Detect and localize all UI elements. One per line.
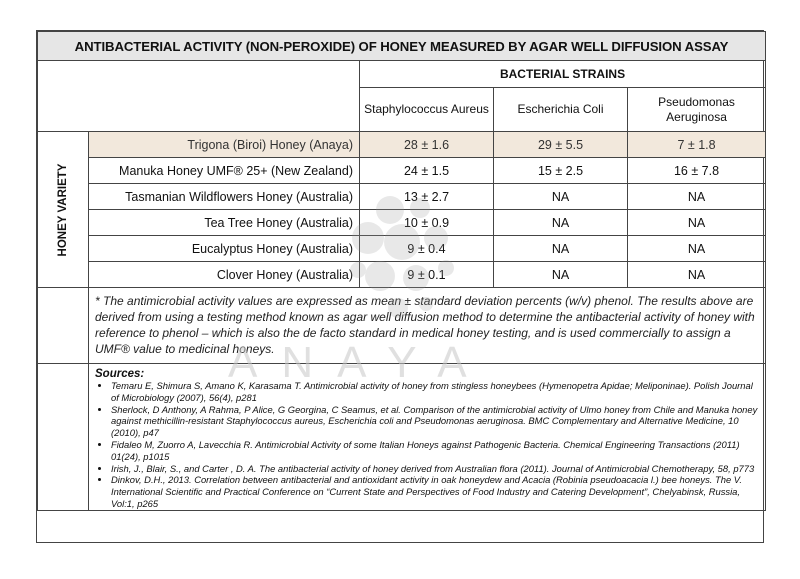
table-row [38, 158, 766, 184]
value-cell: NA [628, 262, 766, 288]
honey-name: Eucalyptus Honey (Australia) [89, 236, 360, 262]
value-cell: 13 ± 2.7 [360, 184, 494, 210]
source-item: • Irish, J., Blair, S., and Carter , D. A. The antibacterial activity of honey derived from Australian flora (2011). Journal of Antimicrobial Chemotherapy, 58, p773 [111, 463, 759, 475]
strain-header: Pseudomonas Aeruginosa [628, 88, 766, 132]
value-cell: 9 ± 0.1 [360, 262, 494, 288]
value-cell: NA [494, 184, 628, 210]
table-row [38, 262, 766, 288]
footnote-cell [89, 288, 766, 364]
sources-list [89, 380, 765, 510]
source-item: • Dinkov, D.H., 2013. Correlation between antibacterial and antioxidant activity in oak honeydew and Acacia (Robinia pseudoacacia l.) bee honeys. The V. International Scientific and Practical Conference on “Current State and Perspectives of Food Industry and Catering Development”, Chelyabinsk, Russia, Vol:1, p265 [111, 474, 759, 509]
value-cell: NA [628, 236, 766, 262]
table-title: ANTIBACTERIAL ACTIVITY (NON-PEROXIDE) OF HONEY MEASURED BY AGAR WELL DIFFUSION ASSAY [38, 32, 766, 61]
sources-cell [89, 364, 766, 511]
value-cell: 10 ± 0.9 [360, 210, 494, 236]
honey-name: Manuka Honey UMF® 25+ (New Zealand) [89, 158, 360, 184]
footnote-text: * The antimicrobial activity values are expressed as mean ± standard deviation percents (w/v) phenol. The results above are derived from using a testing method known as agar well diffusion method to determine the antibacterial activity of honey with reference to phenol – which is also the de facto standard in medical honey testing, and is used commercially to assign a UMF® value to medicinal honeys. [95, 294, 755, 356]
value-cell: 16 ± 7.8 [628, 158, 766, 184]
table-row [38, 236, 766, 262]
honey-name: Trigona (Biroi) Honey (Anaya) [89, 132, 360, 158]
value-cell: NA [494, 210, 628, 236]
strain-header: Staphylococcus Aureus [360, 88, 494, 132]
source-item: • Sherlock, D Anthony, A Rahma, P Alice, G Georgina, C Seamus, et al. Comparison of the antimicrobial activity of Ulmo honey from Chile and Manuka honey against methicillin-resistant Staphylococcus aureus, Escherichia coli and Pseudomonas aeruginosa. BMC Complementary and Alternative Medicine, 10 (2010), p47 [111, 404, 759, 439]
source-item: • Fidaleo M, Zuorro A, Lavecchia R. Antimicrobial Activity of some Italian Honeys against Pathogenic Bacteria. Chemical Engineering Transactions (2011) 01(24), p1015 [111, 439, 759, 463]
value-cell: 28 ± 1.6 [360, 132, 494, 158]
sources-blank-cell [38, 364, 89, 511]
table-row [38, 210, 766, 236]
value-cell: NA [494, 262, 628, 288]
table-row [38, 132, 766, 158]
sources-title: Sources: [95, 368, 145, 380]
honey-name: Tasmanian Wildflowers Honey (Australia) [89, 184, 360, 210]
strains-heading: BACTERIAL STRAINS [360, 61, 766, 88]
honey-activity-table [37, 31, 766, 511]
table-row [38, 184, 766, 210]
value-cell: 24 ± 1.5 [360, 158, 494, 184]
value-cell: NA [628, 210, 766, 236]
value-cell: 29 ± 5.5 [494, 132, 628, 158]
value-cell: 7 ± 1.8 [628, 132, 766, 158]
note-blank-cell [38, 288, 89, 364]
strain-header: Escherichia Coli [494, 88, 628, 132]
row-group-label: HONEY VARIETY [38, 132, 89, 288]
value-cell: NA [494, 236, 628, 262]
honey-name: Clover Honey (Australia) [89, 262, 360, 288]
value-cell: 9 ± 0.4 [360, 236, 494, 262]
table-container [36, 30, 764, 543]
value-cell: 15 ± 2.5 [494, 158, 628, 184]
honey-name: Tea Tree Honey (Australia) [89, 210, 360, 236]
value-cell: NA [628, 184, 766, 210]
header-blank-cell [38, 61, 360, 132]
source-item: • Temaru E, Shimura S, Amano K, Karasama T. Antimicrobial activity of honey from stingless honeybees (Hymenopetra Apidae; Meliponinae). Polish Journal of Microbiology (2007), 56(4), p281 [111, 380, 759, 404]
watermark-word: ANAYA [228, 338, 491, 387]
